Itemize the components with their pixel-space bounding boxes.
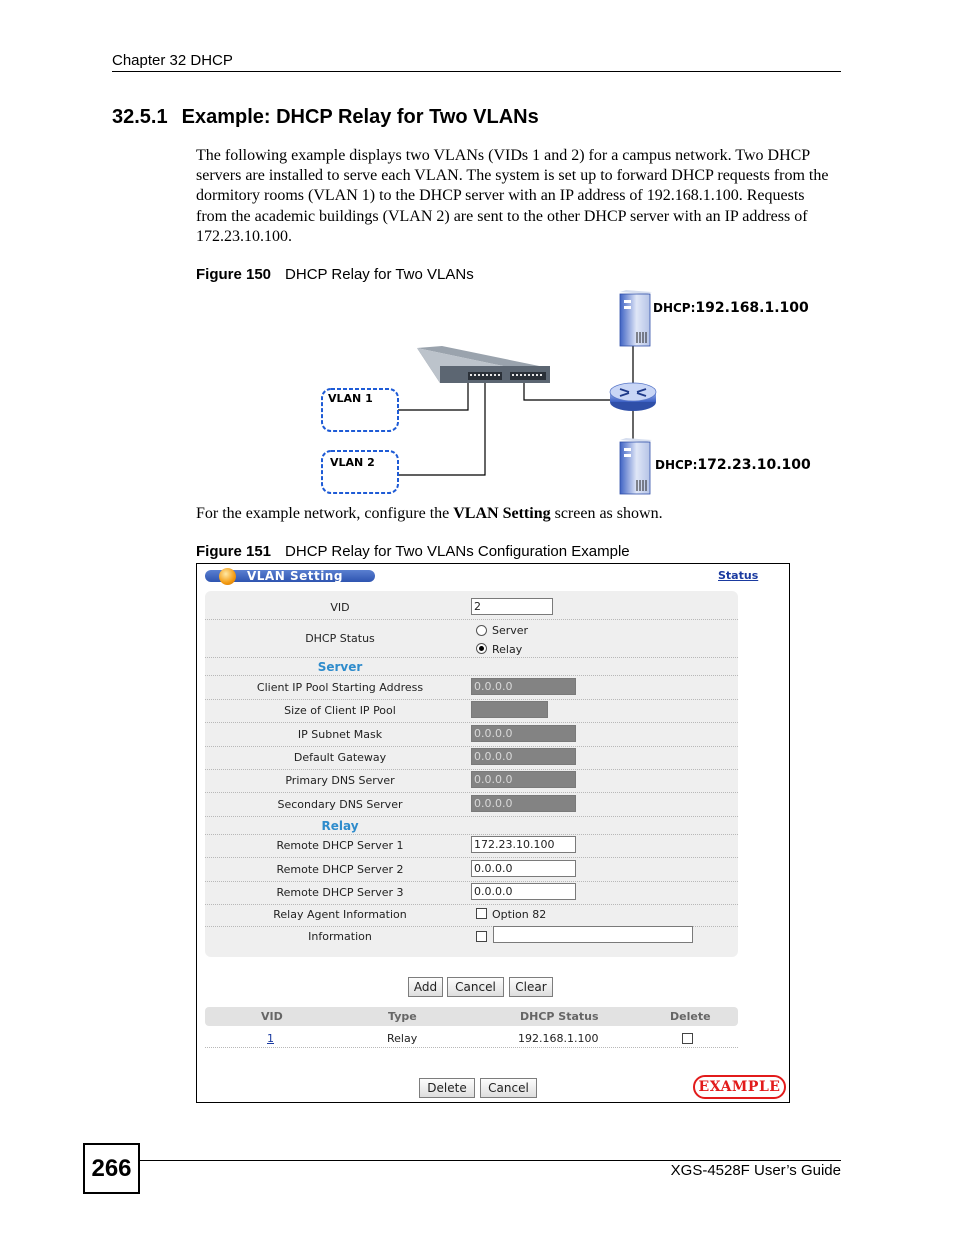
row-divider (205, 699, 738, 700)
column-header-delete: Delete (670, 1010, 711, 1023)
client-pool-label: Client IP Pool Starting Address (256, 681, 424, 694)
relay-option-label: Relay (492, 643, 523, 656)
delete-button[interactable]: Delete (419, 1078, 475, 1098)
table-header (205, 1007, 738, 1026)
row-divider (205, 657, 738, 658)
relay-radio[interactable] (476, 643, 487, 654)
clear-button[interactable]: Clear (509, 977, 553, 997)
intro-text: The following example displays two VLANs (VIDs 1 and 2) for a campus network. Two DHCP servers are installed to serve each VLAN. The system is set up to forward DHCP requests from the dormitory rooms (VLAN 1) to the DHCP server with an IP address of 192.168.1.100. Requests from the academic buildings (VLAN 2) are sent to the other DHCP server with an IP address of 172.23.10.100. (196, 147, 829, 245)
figure-151-label: Figure 151 (196, 543, 272, 560)
config-text-bold: VLAN Setting (453, 505, 551, 522)
figure-151-caption (196, 543, 630, 560)
figure-150-label: Figure 150 (196, 266, 272, 283)
default-gateway-input[interactable]: 0.0.0.0 (471, 748, 576, 765)
relay-heading: Relay (321, 819, 359, 833)
row-divider (205, 769, 738, 770)
row-divider (205, 792, 738, 793)
information-label: Information (308, 930, 372, 943)
information-input[interactable] (493, 926, 693, 943)
server-heading: Server (317, 660, 363, 674)
orb-icon (219, 568, 236, 585)
example-badge: EXAMPLE (693, 1075, 786, 1099)
row-type: Relay (387, 1032, 418, 1045)
vid-label: VID (330, 601, 350, 614)
row-divider (205, 675, 738, 676)
chapter-header: Chapter 32 DHCP (112, 52, 233, 69)
row-divider (205, 881, 738, 882)
status-link[interactable]: Status (718, 569, 759, 582)
remote-dhcp-3-input[interactable]: 0.0.0.0 (471, 883, 576, 900)
default-gateway-label: Default Gateway (293, 751, 387, 764)
client-pool-input[interactable]: 0.0.0.0 (471, 678, 576, 695)
pool-size-label: Size of Client IP Pool (284, 704, 396, 717)
switch-icon (417, 346, 550, 383)
row-divider (205, 619, 738, 620)
vlan1-label: VLAN 1 (328, 392, 373, 405)
router-icon (610, 383, 656, 411)
row-vid-link[interactable]: 1 (267, 1032, 274, 1045)
remote-dhcp-1-input[interactable]: 172.23.10.100 (471, 836, 576, 853)
row-divider (205, 1047, 738, 1048)
dhcp-server-1-icon (620, 290, 652, 346)
column-header-vid: VID (261, 1010, 283, 1023)
row-divider (205, 834, 738, 835)
config-text-before: For the example network, configure the (196, 505, 454, 522)
vlan2-label: VLAN 2 (330, 456, 375, 469)
dhcp-server-2-label: DHCP:172.23.10.100 (655, 457, 811, 473)
header-rule (112, 71, 841, 72)
intro-paragraph (196, 146, 836, 247)
subnet-mask-input[interactable]: 0.0.0.0 (471, 725, 576, 742)
screen-title: VLAN Setting (247, 569, 343, 583)
remote-dhcp-3-label: Remote DHCP Server 3 (276, 886, 404, 899)
column-header-type: Type (388, 1010, 417, 1023)
option82-label: Option 82 (492, 908, 547, 921)
dhcp-server-2-icon (620, 438, 652, 494)
information-checkbox[interactable] (476, 931, 487, 942)
vlan-setting-screen (196, 563, 790, 1103)
page-number: 266 (83, 1143, 140, 1194)
vid-input[interactable]: 2 (471, 598, 553, 615)
primary-dns-label: Primary DNS Server (285, 774, 395, 787)
row-delete-checkbox[interactable] (682, 1033, 693, 1044)
network-diagram (300, 288, 820, 500)
dhcp-status-label: DHCP Status (305, 632, 375, 645)
cancel-button[interactable]: Cancel (447, 977, 504, 997)
pool-size-input[interactable] (471, 701, 548, 718)
row-divider (205, 722, 738, 723)
dhcp-server-1-label: DHCP:192.168.1.100 (653, 300, 809, 316)
config-paragraph (196, 505, 663, 523)
option82-checkbox[interactable] (476, 908, 487, 919)
primary-dns-input[interactable]: 0.0.0.0 (471, 771, 576, 788)
relay-agent-label: Relay Agent Information (273, 908, 407, 921)
section-title (112, 106, 539, 129)
remote-dhcp-2-label: Remote DHCP Server 2 (276, 863, 404, 876)
figure-150-caption (196, 266, 474, 283)
server-radio[interactable] (476, 625, 487, 636)
figure-150-title: DHCP Relay for Two VLANs (285, 266, 474, 283)
subnet-mask-label: IP Subnet Mask (297, 728, 383, 741)
row-divider (205, 816, 738, 817)
row-divider (205, 857, 738, 858)
config-text-after: screen as shown. (550, 505, 663, 522)
remote-dhcp-1-label: Remote DHCP Server 1 (276, 839, 404, 852)
remote-dhcp-2-input[interactable]: 0.0.0.0 (471, 860, 576, 877)
row-divider (205, 746, 738, 747)
row-divider (205, 904, 738, 905)
section-heading: Example: DHCP Relay for Two VLANs (181, 106, 539, 128)
guide-title: XGS-4528F User’s Guide (670, 1162, 841, 1179)
section-number: 32.5.1 (112, 106, 168, 128)
footer-rule (140, 1160, 841, 1161)
secondary-dns-label: Secondary DNS Server (277, 798, 403, 811)
add-button[interactable]: Add (408, 977, 443, 997)
row-dhcp-status: 192.168.1.100 (518, 1032, 599, 1045)
secondary-dns-input[interactable]: 0.0.0.0 (471, 795, 576, 812)
figure-151-title: DHCP Relay for Two VLANs Configuration Example (285, 543, 630, 560)
server-option-label: Server (492, 624, 529, 637)
column-header-dhcp-status: DHCP Status (520, 1010, 599, 1023)
cancel-delete-button[interactable]: Cancel (480, 1078, 537, 1098)
